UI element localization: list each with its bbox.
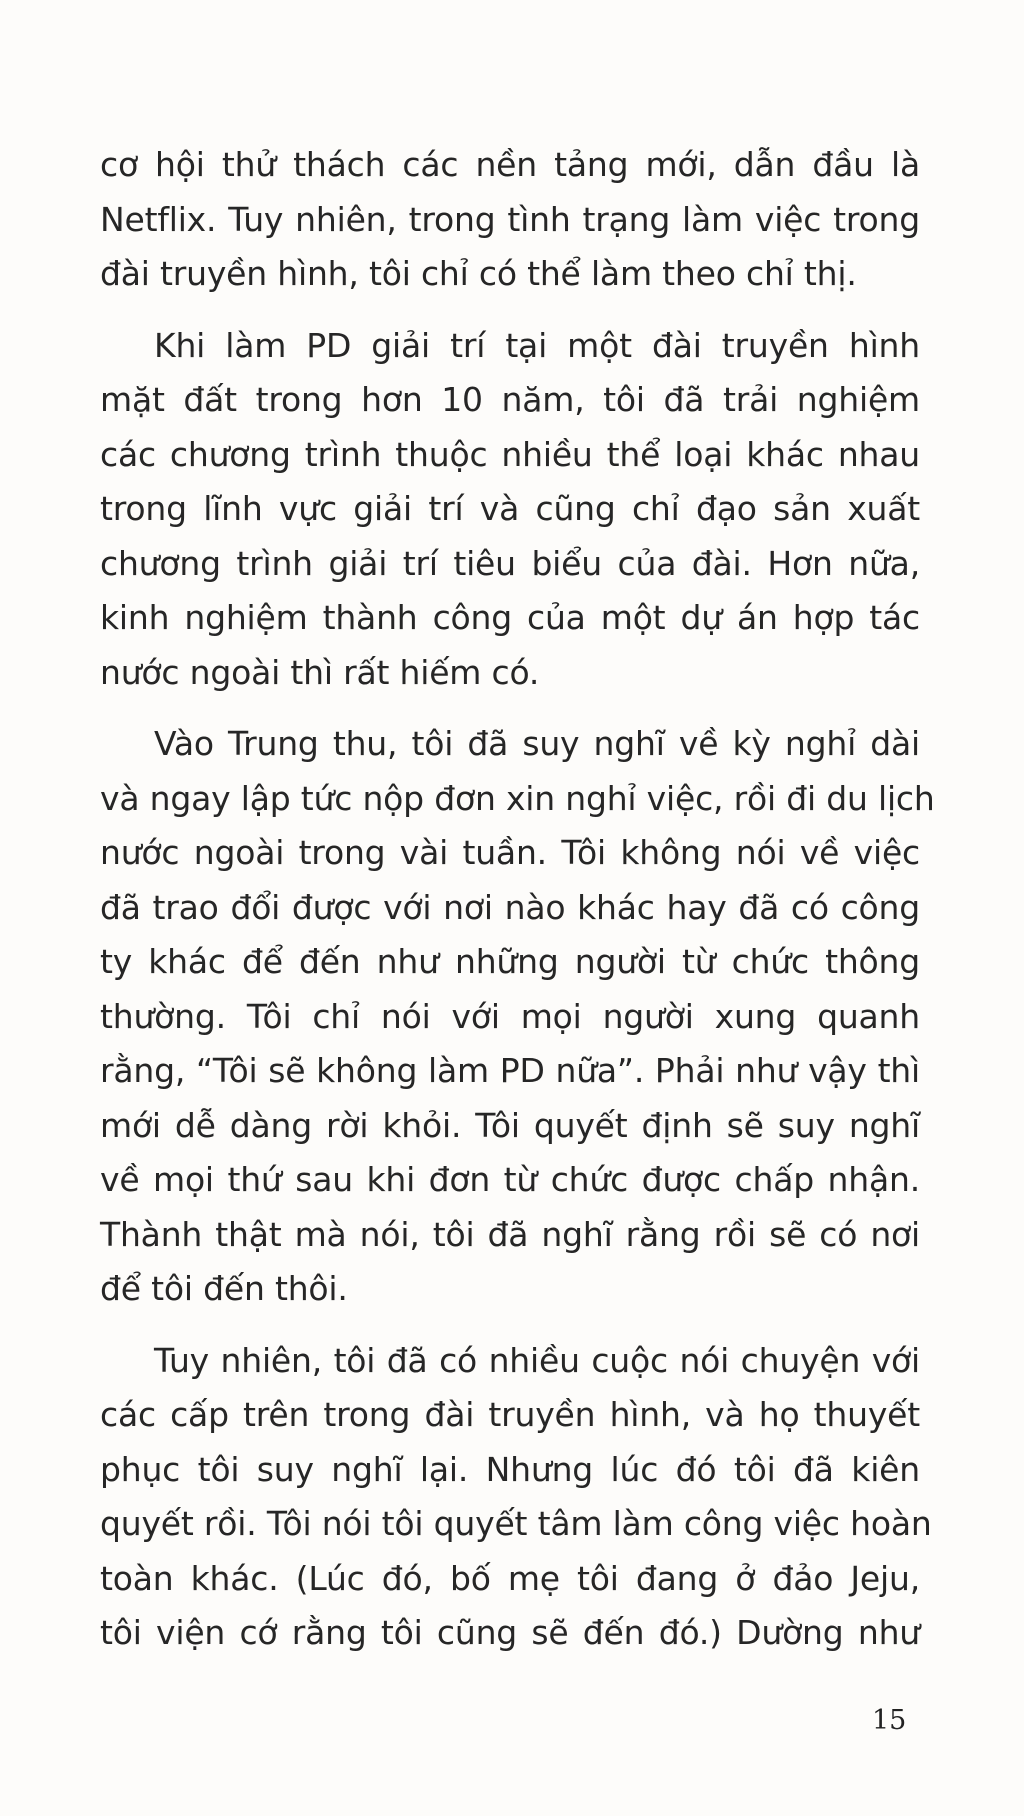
text-line: Netflix. Tuy nhiên, trong tình trạng làm việc trong [100, 199, 920, 239]
text-line: nước ngoài thì rất hiếm có. [100, 652, 540, 692]
text-line: rằng, “Tôi sẽ không làm PD nữa”. Phải như vậy thì [100, 1051, 920, 1090]
text-line: Tuy nhiên, tôi đã có nhiều cuộc nói chuyện với [154, 1340, 920, 1380]
text-line: và ngay lập tức nộp đơn xin nghỉ việc, rồi đi du lịch [100, 778, 935, 818]
text-line: Thành thật mà nói, tôi đã nghĩ rằng rồi sẽ có nơi [100, 1214, 920, 1254]
text-line: để tôi đến thôi. [100, 1269, 348, 1308]
text-line: các chương trình thuộc nhiều thể loại khác nhau [100, 434, 920, 474]
text-line: nước ngoài trong vài tuần. Tôi không nói về việc [100, 833, 920, 872]
text-line: kinh nghiệm thành công của một dự án hợp tác [100, 598, 920, 637]
text-line: thường. Tôi chỉ nói với mọi người xung quanh [100, 996, 920, 1036]
paragraph-2 [100, 319, 920, 701]
text-line: trong lĩnh vực giải trí và cũng chỉ đạo sản xuất [100, 489, 920, 528]
text-line: Khi làm PD giải trí tại một đài truyền hình [154, 325, 920, 365]
text-line: cơ hội thử thách các nền tảng mới, dẫn đầu là [100, 145, 920, 184]
page-number: 15 [872, 1705, 907, 1736]
paragraph-3 [100, 717, 935, 1317]
text-line: mới dễ dàng rời khỏi. Tôi quyết định sẽ suy nghĩ [100, 1105, 920, 1145]
text-line: chương trình giải trí tiêu biểu của đài. Hơn nữa, [100, 543, 920, 583]
text-line: ty khác để đến như những người từ chức thông [100, 942, 920, 981]
text-line: mặt đất trong hơn 10 năm, tôi đã trải nghiệm [100, 380, 920, 419]
text-line: quyết rồi. Tôi nói tôi quyết tâm làm công việc hoàn [100, 1504, 932, 1543]
text-line: đã trao đổi được với nơi nào khác hay đã có công [100, 887, 920, 927]
text-line: đài truyền hình, tôi chỉ có thể làm theo chỉ thị. [100, 254, 857, 293]
body-text [100, 138, 935, 1661]
text-line: toàn khác. (Lúc đó, bố mẹ tôi đang ở đảo Jeju, [100, 1558, 920, 1598]
text-line: Vào Trung thu, tôi đã suy nghĩ về kỳ nghỉ dài [154, 724, 920, 763]
text-line: phục tôi suy nghĩ lại. Nhưng lúc đó tôi đã kiên [100, 1449, 920, 1489]
paragraph-4 [100, 1334, 932, 1661]
text-line: về mọi thứ sau khi đơn từ chức được chấp nhận. [100, 1160, 920, 1199]
text-line: tôi viện cớ rằng tôi cũng sẽ đến đó.) Dường như [100, 1613, 920, 1652]
text-line: các cấp trên trong đài truyền hình, và họ thuyết [100, 1395, 920, 1434]
paragraph-1 [100, 138, 920, 302]
